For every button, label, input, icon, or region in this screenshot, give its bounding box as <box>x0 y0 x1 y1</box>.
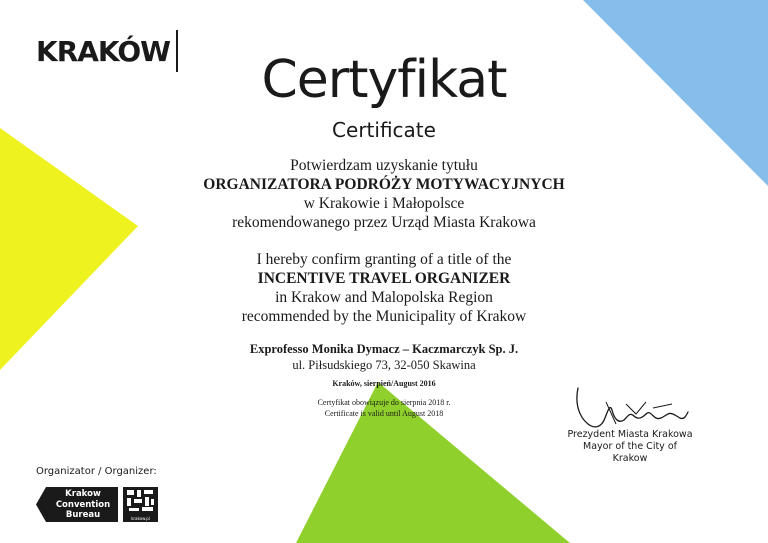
english-line-3: in Krakow and Malopolska Region <box>275 289 493 306</box>
issue-date: Kraków, sierpień/August 2016 <box>332 379 436 388</box>
kcb-line-3: Bureau <box>65 510 101 520</box>
english-line-1: I hereby confirm granting of a title of the <box>256 251 512 268</box>
organizer-label: Organizator / Organizer: <box>36 466 157 477</box>
krakow-qr-logo <box>123 487 158 522</box>
kcb-line-1: Krakow <box>65 489 101 499</box>
english-line-4: recommended by the Municipality of Krakow <box>241 308 527 325</box>
certificate-title: Certyfikat <box>261 50 507 110</box>
krakow-convention-bureau-logo <box>36 487 118 522</box>
qr-url-text: krakow.pl <box>131 516 150 521</box>
polish-title-line: ORGANIZATORA PODRÓŻY MOTYWACYJNYCH <box>203 176 565 193</box>
polish-line-4: rekomendowanego przez Urząd Miasta Krakowa <box>232 214 536 231</box>
validity-en: Certificate is valid until August 2018 <box>324 409 444 418</box>
polish-line-1: Potwierdzam uzyskanie tytułu <box>290 157 478 174</box>
validity-pl: Certyfikat obowiązuje do sierpnia 2018 r. <box>317 398 451 407</box>
krakow-logo-text: KRAKÓW <box>36 34 171 68</box>
signature-caption-pl: Prezydent Miasta Krakowa <box>567 429 693 440</box>
kcb-line-2: Convention <box>55 499 111 510</box>
recipient-name: Exprofesso Monika Dymacz – Kaczmarczyk Sp. J. <box>249 342 519 356</box>
kcb-text <box>48 489 118 521</box>
certificate-subtitle: Certificate <box>332 118 436 142</box>
signature-caption <box>566 429 694 465</box>
recipient-address: ul. Piłsudskiego 73, 32-050 Skawina <box>292 358 476 372</box>
english-title-line: INCENTIVE TRAVEL ORGANIZER <box>257 270 511 287</box>
polish-line-3: w Krakowie i Małopolsce <box>303 195 465 212</box>
signature-caption-en: Mayor of the City of Krakow <box>583 441 677 464</box>
